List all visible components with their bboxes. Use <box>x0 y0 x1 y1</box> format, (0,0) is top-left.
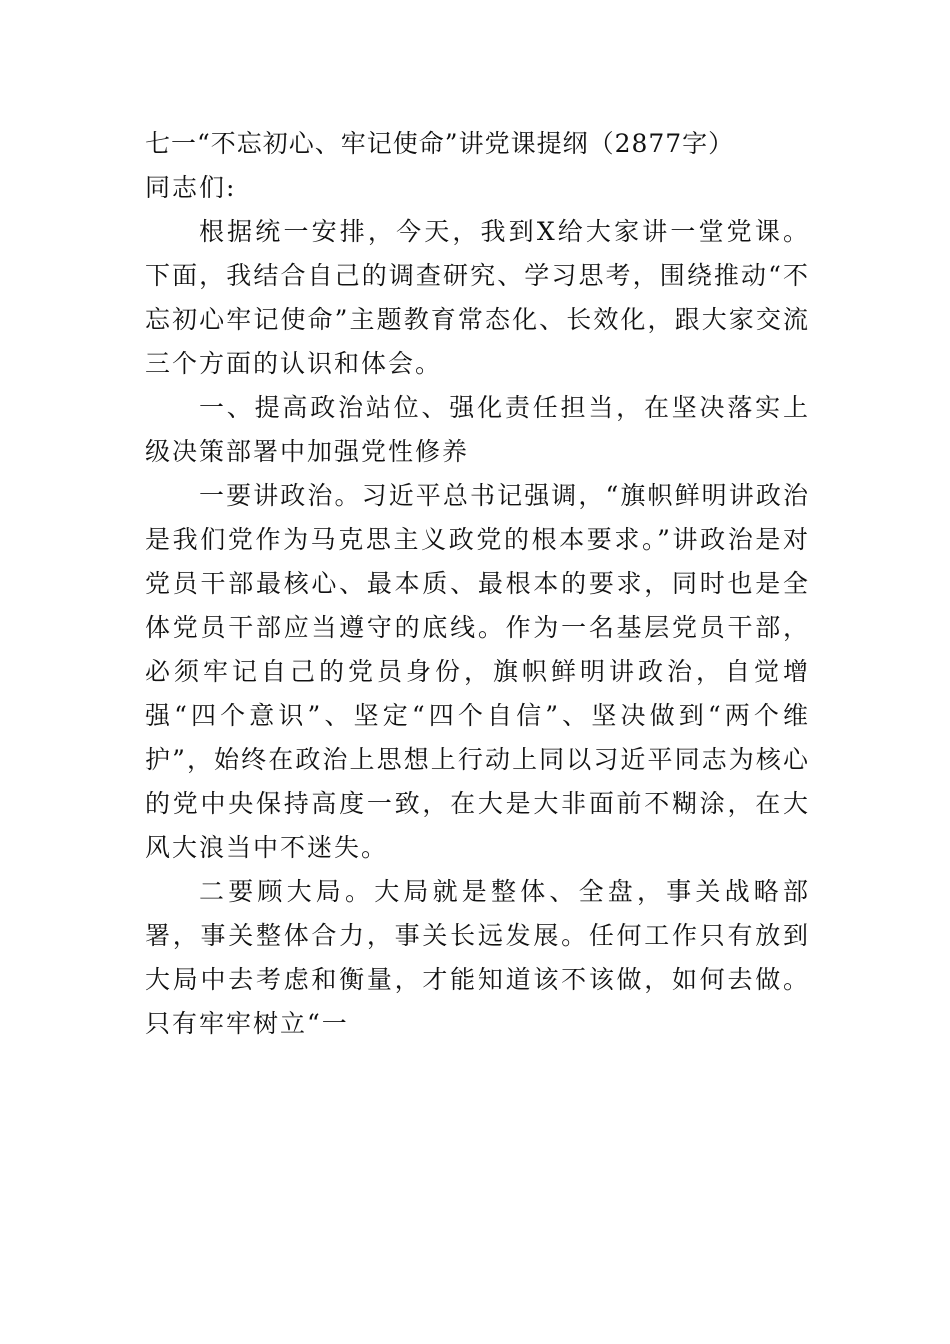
document-title: 七一“不忘初心、牢记使命”讲党课提纲（2877字） <box>145 129 735 158</box>
document-body <box>145 122 810 1046</box>
paragraph-overall-situation: 二要顾大局。大局就是整体、全盘，事关战略部署，事关整体合力，事关长远发展。任何工作只有放到大局中去考虑和衡量，才能知道该不该做，如何去做。只有牢牢树立“一 <box>145 877 810 1038</box>
paragraph-politics: 一要讲政治。习近平总书记强调，“旗帜鲜明讲政治是我们党作为马克思主义政党的根本要求。”讲政治是对党员干部最核心、最本质、最根本的要求，同时也是全体党员干部应当遵守的底线。作为一名基层党员干部，必须牢记自己的党员身份，旗帜鲜明讲政治，自觉增强“四个意识”、坚定“四个自信”、坚决做到“两个维护”，始终在政治上思想上行动上同以习近平同志为核心的党中央保持高度一致，在大是大非面前不糊涂，在大风大浪当中不迷失。 <box>145 481 810 862</box>
salutation: 同志们: <box>145 173 237 202</box>
paragraph-intro: 根据统一安排，今天，我到X给大家讲一堂党课。下面，我结合自己的调查研究、学习思考，围绕推动“不忘初心牢记使命”主题教育常态化、长效化，跟大家交流三个方面的认识和体会。 <box>145 217 810 378</box>
section-heading-1: 一、提高政治站位、强化责任担当，在坚决落实上级决策部署中加强党性修养 <box>145 393 810 466</box>
